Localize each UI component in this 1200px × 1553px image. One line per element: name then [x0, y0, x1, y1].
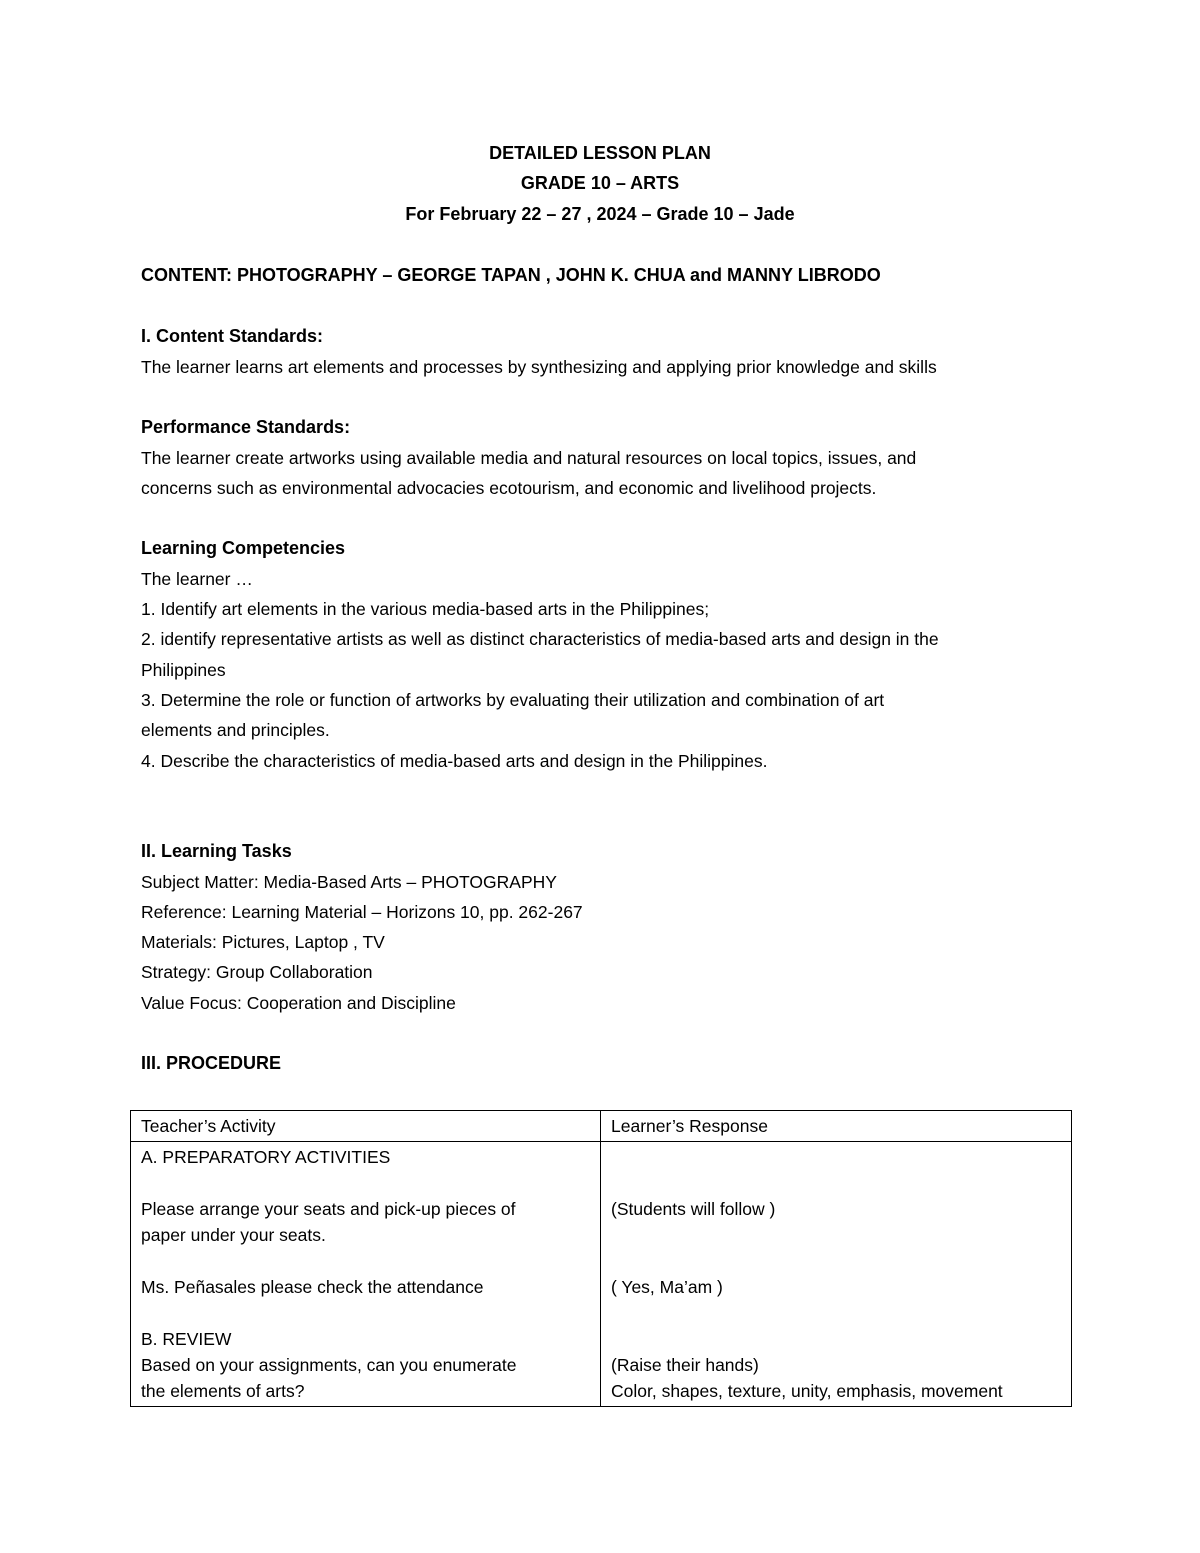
table-row	[131, 1142, 1072, 1407]
competency-line: Philippines	[141, 660, 226, 680]
learning-task-line: Value Focus: Cooperation and Discipline	[141, 993, 456, 1013]
column-header-learner: Learner’s Response	[601, 1111, 1072, 1142]
competency-line: 4. Describe the characteristics of media-based arts and design in the Philippines.	[141, 751, 768, 771]
preparatory-heading: A. PREPARATORY ACTIVITIES	[141, 1147, 391, 1167]
competency-line: 3. Determine the role or function of artworks by evaluating their utilization and combination of art	[141, 690, 885, 710]
competency-line: elements and principles.	[141, 720, 330, 740]
learning-task-line: Subject Matter: Media-Based Arts – PHOTOGRAPHY	[141, 872, 557, 892]
performance-standards-line: The learner create artworks using available media and natural resources on local topics, issues, and	[141, 448, 917, 468]
teacher-question: the elements of arts?	[141, 1381, 305, 1401]
content-standards-text: The learner learns art elements and processes by synthesizing and applying prior knowledge and skills	[141, 357, 937, 377]
learner-response: Color, shapes, texture, unity, emphasis, movement	[611, 1381, 1003, 1401]
learning-task-line: Reference: Learning Material – Horizons 10, pp. 262-267	[141, 902, 583, 922]
column-header-teacher: Teacher’s Activity	[131, 1111, 601, 1142]
performance-standards-line: concerns such as environmental advocacies ecotourism, and economic and livelihood projects.	[141, 478, 877, 498]
schedule-line: For February 22 – 27 , 2024 – Grade 10 – Jade	[405, 204, 795, 224]
learning-task-line: Materials: Pictures, Laptop , TV	[141, 932, 385, 952]
learning-tasks-heading: II. Learning Tasks	[141, 841, 292, 861]
review-heading: B. REVIEW	[141, 1329, 232, 1349]
table-header-row	[131, 1111, 1072, 1142]
grade-subtitle: GRADE 10 – ARTS	[520, 173, 680, 193]
teacher-activity-cell	[131, 1142, 601, 1407]
competency-line: 1. Identify art elements in the various media-based arts in the Philippines;	[141, 599, 710, 619]
content-topic: CONTENT: PHOTOGRAPHY – GEORGE TAPAN , JOHN K. CHUA and MANNY LIBRODO	[141, 265, 881, 285]
learner-response-cell	[601, 1142, 1072, 1407]
competency-line: The learner …	[141, 569, 253, 589]
teacher-instruction: paper under your seats.	[141, 1225, 326, 1245]
learner-response: ( Yes, Ma’am )	[611, 1277, 723, 1297]
teacher-question: Based on your assignments, can you enumerate	[141, 1355, 517, 1375]
content-standards-heading: I. Content Standards:	[141, 326, 324, 346]
document-title: DETAILED LESSON PLAN	[489, 143, 711, 163]
learning-task-line: Strategy: Group Collaboration	[141, 962, 373, 982]
learning-competencies-heading: Learning Competencies	[141, 538, 346, 558]
teacher-instruction: Ms. Peñasales please check the attendance	[141, 1277, 484, 1297]
procedure-table	[130, 1110, 1072, 1407]
performance-standards-heading: Performance Standards:	[141, 417, 351, 437]
procedure-heading: III. PROCEDURE	[141, 1053, 282, 1073]
competency-line: 2. identify representative artists as well as distinct characteristics of media-based arts and design in the	[141, 629, 939, 649]
teacher-instruction: Please arrange your seats and pick-up pieces of	[141, 1199, 516, 1219]
learner-response: (Raise their hands)	[611, 1355, 759, 1375]
learner-response: (Students will follow )	[611, 1199, 776, 1219]
